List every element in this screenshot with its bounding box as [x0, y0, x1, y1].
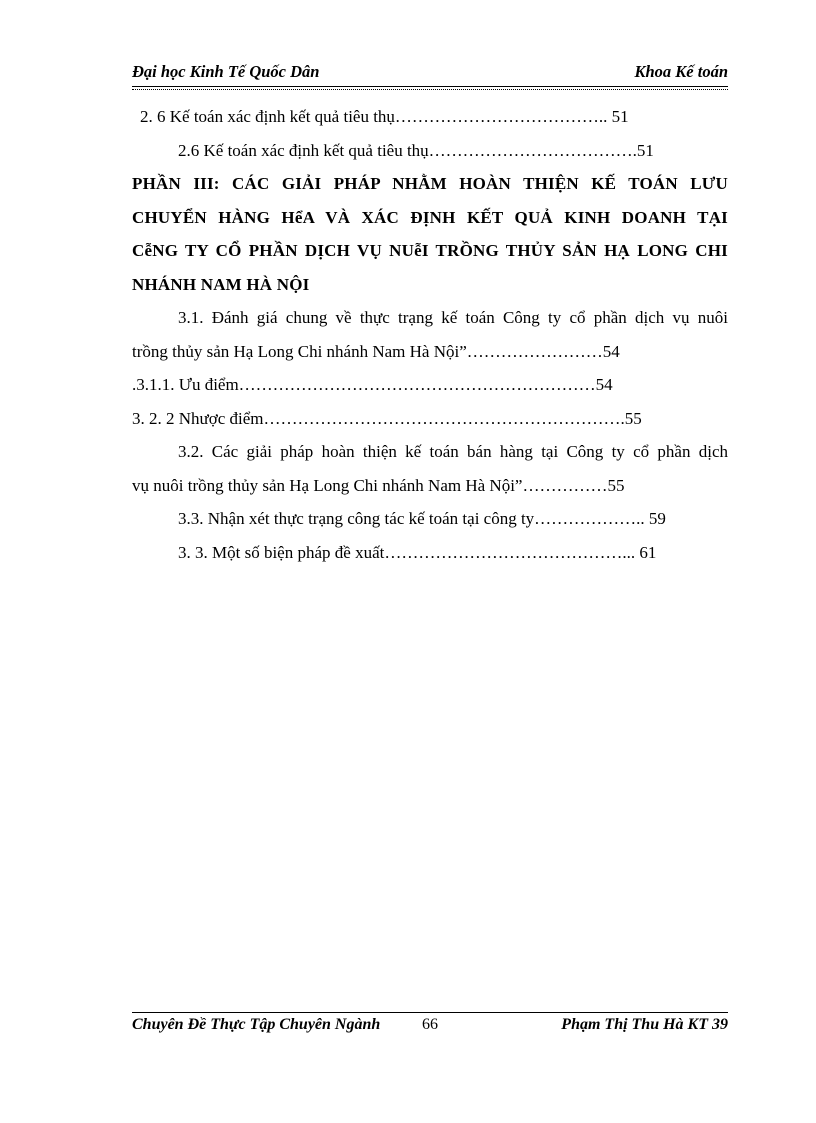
footer-author: Phạm Thị Thu Hà KT 39: [561, 1016, 728, 1033]
toc-entry-2-6b: 2.6 Kế toán xác định kết quả tiêu thụ……………………………….51: [178, 140, 654, 160]
header-rule: [132, 86, 728, 90]
header-faculty: Khoa Kế toán: [634, 62, 728, 81]
toc-entry-3-2-2: 3. 2. 2 Nhược điểm……………………………………………………….55: [132, 408, 642, 428]
footer-rule: [132, 1012, 728, 1013]
toc-entry-2-6a: 2. 6 Kế toán xác định kết quả tiêu thụ……………………………….. 51: [140, 107, 629, 126]
page-header: [132, 62, 728, 82]
toc-content: [132, 100, 728, 569]
toc-part3-heading-line2: CHUYỂN HÀNG HểA VÀ XÁC ĐỊNH KẾT QUẢ KINH DOANH TẠI: [132, 207, 728, 227]
page-footer: [132, 1016, 728, 1034]
toc-entry-3-1-line1: 3.1. Đánh giá chung về thực trạng kế toán Công ty cổ phần dịch vụ nuôi: [178, 308, 728, 327]
toc-entry-3-2-line1: 3.2. Các giải pháp hoàn thiện kế toán bán hàng tại Công ty cổ phần dịch: [178, 442, 728, 461]
toc-entry-3-1-1: .3.1.1. Ưu điểm………………………………………………………54: [132, 375, 613, 394]
footer-title: Chuyên Đề Thực Tập Chuyên Ngành: [132, 1016, 381, 1033]
header-university: Đại học Kinh Tế Quốc Dân: [132, 62, 320, 81]
toc-entry-3-2-line2: vụ nuôi trồng thủy sản Hạ Long Chi nhánh Nam Hà Nội”……………55: [132, 475, 625, 495]
toc-entry-3-3a: 3.3. Nhận xét thực trạng công tác kế toán tại công ty……………….. 59: [178, 509, 666, 528]
toc-part3-heading-line3: CễNG TY CỔ PHẦN DỊCH VỤ NUễI TRỒNG THỦY SẢN HẠ LONG CHI: [132, 241, 728, 260]
page-number: 66: [422, 1016, 438, 1033]
toc-entry-3-3b: 3. 3. Một số biện pháp đề xuất……………………………………... 61: [178, 542, 657, 562]
toc-part3-heading-line4: NHÁNH NAM HÀ NỘI: [132, 274, 310, 294]
toc-entry-3-1-line2: trồng thủy sản Hạ Long Chi nhánh Nam Hà Nội”……………………54: [132, 341, 620, 361]
toc-part3-heading-line1: PHẦN III: CÁC GIẢI PHÁP NHẰM HOÀN THIỆN KẾ TOÁN LƯU: [132, 174, 728, 193]
